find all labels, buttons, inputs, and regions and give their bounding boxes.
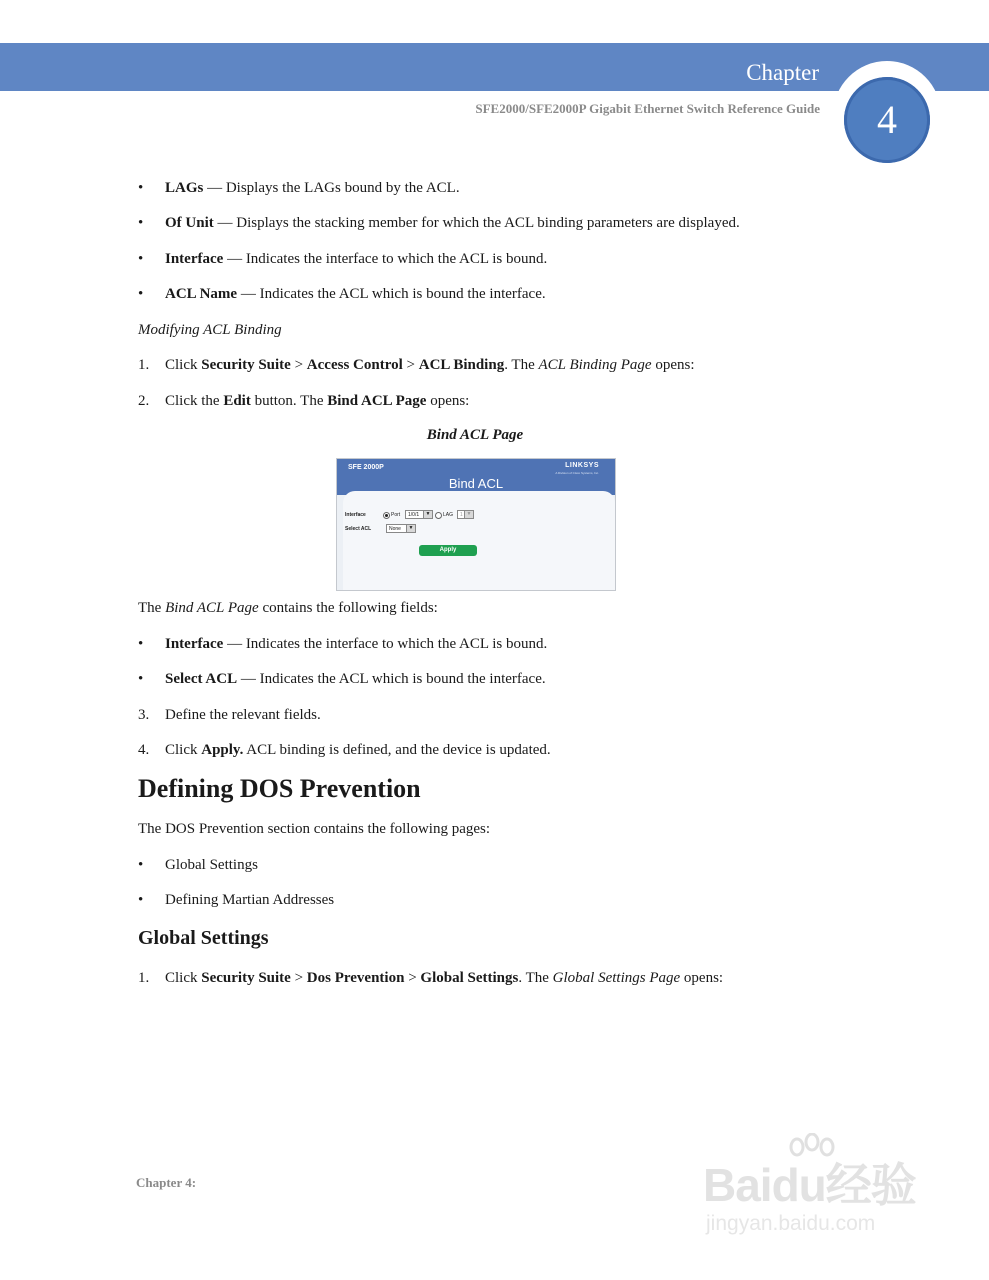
step-text: opens: — [651, 357, 695, 373]
page-list-item: Defining Martian Addresses — [165, 892, 335, 908]
chevron-down-icon: ▼ — [406, 525, 415, 532]
bullet-icon: • — [138, 671, 144, 687]
menu-path: Global Settings — [420, 970, 519, 986]
step-text: opens: — [680, 970, 724, 986]
field-term: LAGs — [165, 180, 204, 196]
step-text: ACL binding is defined, and the device is updated. — [243, 742, 551, 758]
field-term: ACL Name — [165, 286, 238, 302]
step-number: 2. — [138, 393, 150, 409]
step-text: > — [404, 970, 421, 986]
port-select-value: 1/0/1 — [408, 512, 420, 518]
intro-text: contains the following fields: — [258, 600, 438, 616]
subsection-heading: Global Settings — [138, 927, 269, 949]
apply-button[interactable]: Apply — [419, 545, 477, 556]
interface-label: Interface — [345, 512, 366, 518]
step-text: Define the relevant fields. — [165, 707, 321, 723]
menu-path: Dos Prevention — [306, 970, 405, 986]
select-acl-label: Select ACL — [345, 526, 372, 532]
device-model: SFE 2000P — [348, 464, 384, 471]
step-number: 3. — [138, 707, 150, 723]
bullet-icon: • — [138, 286, 144, 302]
field-desc: — Displays the LAGs bound by the ACL. — [203, 180, 460, 196]
chapter-label: Chapter — [746, 60, 819, 85]
step-text: Click — [165, 970, 202, 986]
menu-path: Security Suite — [201, 970, 291, 986]
subsection-heading: Modifying ACL Binding — [138, 322, 282, 338]
field-term: Select ACL — [165, 671, 238, 687]
page-ref: Bind ACL Page — [165, 600, 259, 616]
watermark-url: jingyan.baidu.com — [706, 1212, 876, 1235]
bullet-icon: • — [138, 251, 144, 267]
screenshot-panel — [343, 491, 615, 591]
bind-acl-screenshot — [336, 458, 616, 591]
lag-radio[interactable] — [435, 512, 442, 519]
field-term: Interface — [165, 251, 224, 267]
step-text: Click — [165, 357, 202, 373]
step-text: . The — [504, 357, 539, 373]
step-number: 4. — [138, 742, 150, 758]
field-desc: — Displays the stacking member for which the ACL binding parameters are displayed. — [213, 215, 740, 231]
chapter-header-band — [0, 43, 989, 91]
brand-logo: LINKSYS — [565, 462, 599, 469]
step-text: button. The — [250, 393, 328, 409]
screenshot-title: Bind ACL — [448, 476, 504, 491]
menu-path: Security Suite — [201, 357, 291, 373]
lag-option-label: LAG — [443, 512, 454, 518]
menu-path: ACL Binding — [418, 357, 505, 373]
lag-select-value: 1 — [460, 512, 463, 518]
bullet-icon: • — [138, 215, 144, 231]
field-desc: — Indicates the interface to which the ACL is bound. — [223, 636, 548, 652]
page-ref: Global Settings Page — [552, 970, 681, 986]
page-ref: Bind ACL Page — [327, 393, 427, 409]
step-text: > — [290, 970, 307, 986]
page-footer: Chapter 4: — [136, 1175, 197, 1190]
field-desc: — Indicates the ACL which is bound the interface. — [237, 671, 546, 687]
step-text: opens: — [426, 393, 470, 409]
step-text: . The — [518, 970, 553, 986]
lag-select[interactable] — [457, 510, 474, 519]
port-select[interactable] — [405, 510, 433, 519]
chevron-down-icon: ▼ — [464, 511, 473, 518]
fields-intro — [138, 599, 438, 617]
field-term: Interface — [165, 636, 224, 652]
bullet-icon: • — [138, 180, 144, 196]
bullet-icon: • — [138, 857, 144, 873]
field-term: Of Unit — [165, 215, 214, 231]
brand-subtitle: A Division of Cisco Systems, Inc. — [555, 471, 599, 475]
step-number: 1. — [138, 357, 150, 373]
guide-title: SFE2000/SFE2000P Gigabit Ethernet Switch Reference Guide — [475, 101, 820, 116]
page-list-item: Global Settings — [165, 857, 258, 873]
section-heading: Defining DOS Prevention — [138, 774, 421, 803]
acl-select-value: None — [389, 526, 401, 532]
acl-select[interactable] — [386, 524, 416, 533]
figure-caption: Bind ACL Page — [426, 427, 524, 443]
port-radio[interactable] — [383, 512, 390, 519]
step-text: > — [402, 357, 419, 373]
chapter-number-badge: 4 — [844, 77, 930, 163]
step-text: Click the — [165, 393, 224, 409]
page-ref: ACL Binding Page — [538, 357, 652, 373]
step-text: > — [290, 357, 307, 373]
bullet-icon: • — [138, 892, 144, 908]
field-desc: — Indicates the ACL which is bound the interface. — [237, 286, 546, 302]
watermark-logo: Baidu经验 — [703, 1159, 916, 1211]
step-text: Click — [165, 742, 202, 758]
intro-text: The — [138, 600, 166, 616]
button-ref: Edit — [223, 393, 251, 409]
step-number: 1. — [138, 970, 150, 986]
bullet-icon: • — [138, 636, 144, 652]
button-ref: Apply. — [201, 742, 244, 758]
port-option-label: Port — [391, 512, 401, 518]
chevron-down-icon: ▼ — [423, 511, 432, 518]
section-intro: The DOS Prevention section contains the following pages: — [138, 821, 491, 837]
field-desc: — Indicates the interface to which the ACL is bound. — [223, 251, 548, 267]
menu-path: Access Control — [306, 357, 403, 373]
